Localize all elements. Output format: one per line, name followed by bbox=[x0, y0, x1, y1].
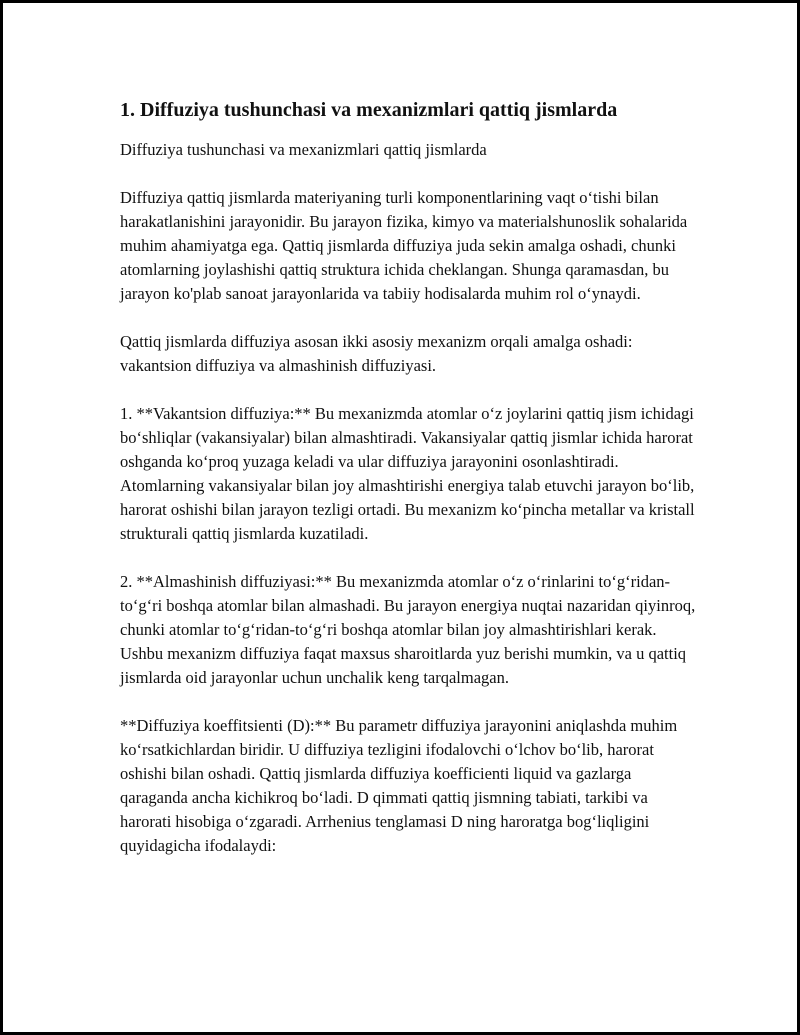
paragraph-diffusion-coefficient: **Diffuziya koeffitsienti (D):** Bu parametr diffuziya jarayonini aniqlashda muhim ko‘rsatkichlardan biridir. U diffuziya tezligini ifodalovchi o‘lchov bo‘lib, harorat oshishi bilan oshadi. Qattiq jismlarda diffuziya koefficienti liquid va gazlarga qaraganda ancha kichikroq bo‘ladi. D qimmati qattiq jismning tabiati, tarkibi va harorati hisobiga o‘zgaradi. Arrhenius tenglamasi D ning haroratga bog‘liqligini quyidagicha ifodalaydi: bbox=[120, 716, 678, 855]
section-subtitle: Diffuziya tushunchasi va mexanizmlari qattiq jismlarda bbox=[120, 140, 487, 159]
section-heading: 1. Diffuziya tushunchasi va mexanizmlari qattiq jismlarda bbox=[120, 99, 618, 121]
paragraph-exchange-diffusion: 2. **Almashinish diffuziyasi:** Bu mexanizmda atomlar o‘z o‘rinlarini to‘g‘ridan-to‘g‘ri boshqa atomlar bilan almashadi. Bu jarayon energiya nuqtai nazaridan qiyinroq, chunki atomlar to‘g‘ridan-to‘g‘ri boshqa atomlar bilan joy almashtirishlari kerak. Ushbu mexanizm diffuziya faqat maxsus sharoitlarda yuz berishi mumkin, va u qattiq jismlarda oid jarayonlar uchun unchalik keng tarqalmagan. bbox=[120, 572, 696, 687]
paragraph-mechanisms: Qattiq jismlarda diffuziya asosan ikki asosiy mexanizm orqali amalga oshadi: vakantsion diffuziya va almashinish diffuziyasi. bbox=[120, 332, 633, 375]
paragraph-intro: Diffuziya qattiq jismlarda materiyaning turli komponentlarining vaqt o‘tishi bilan harakatlanishini jarayonidir. Bu jarayon fizika, kimyo va materialshunoslik sohalarida muhim ahamiyatga ega. Qattiq jismlarda diffuziya juda sekin amalga oshadi, chunki atomlarning joylashishi qattiq struktura ichida cheklangan. Shunga qaramasdan, bu jarayon ko'plab sanoat jarayonlarida va tabiiy hodisalarda muhim rol o‘ynaydi. bbox=[120, 188, 688, 303]
paragraph-vacancy-diffusion: 1. **Vakantsion diffuziya:** Bu mexanizmda atomlar o‘z joylarini qattiq jism ichidagi bo‘shliqlar (vakansiyalar) bilan almashtiradi. Vakansiyalar qattiq jismlar ichida harorat oshganda ko‘proq yuzaga keladi va ular diffuziya jarayonini osonlashtiradi. Atomlarning vakansiyalar bilan joy almashtirishi energiya talab etuvchi jarayon bo‘lib, harorat oshishi bilan jarayon tezligi ortadi. Bu mexanizm ko‘pincha metallar va kristall strukturali qattiq jismlarda kuzatiladi. bbox=[120, 404, 695, 543]
document-body bbox=[120, 96, 700, 882]
